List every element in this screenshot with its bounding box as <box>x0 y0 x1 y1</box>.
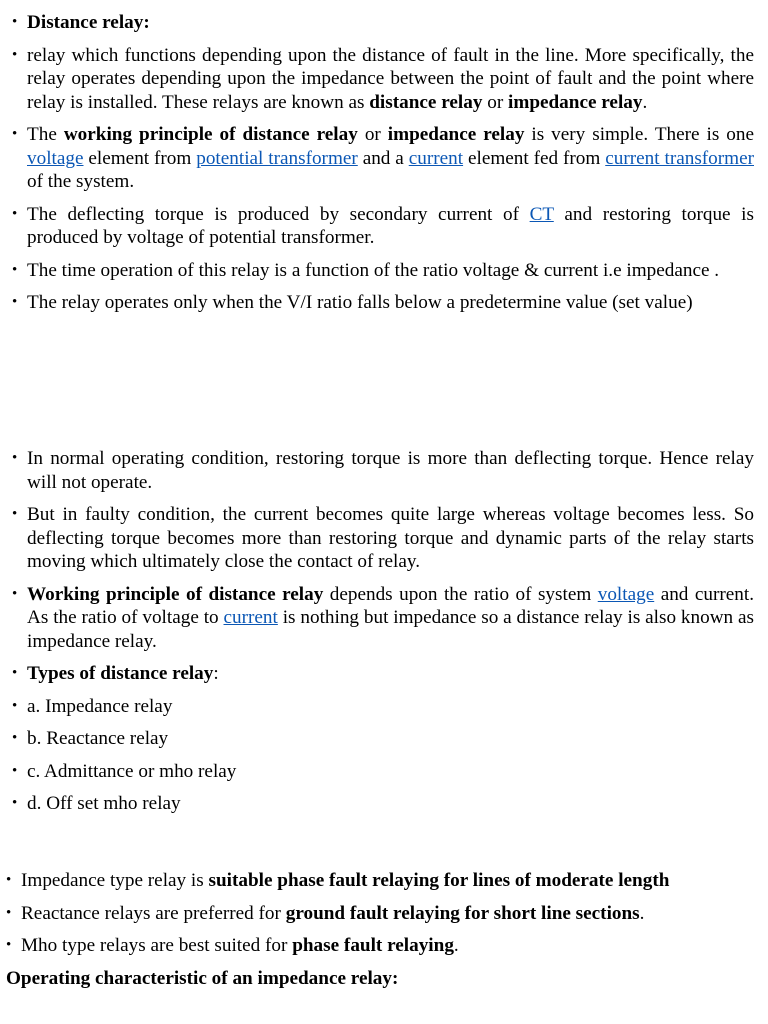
text-span: Reactance relays are preferred for <box>21 902 286 924</box>
bullet-item <box>0 934 768 958</box>
text-span: : <box>213 663 219 684</box>
bullet-text <box>27 504 754 572</box>
bullet-text <box>27 448 754 493</box>
bullet-dot: • <box>12 205 18 222</box>
text-span: is nothing but impedance so a distance relay is also known as impedance relay. <box>27 607 755 652</box>
text-span: . <box>642 91 648 113</box>
bullet-section-1 <box>0 11 768 315</box>
section-heading: Operating characteristic of an impedance relay: <box>6 967 399 989</box>
text-span: d. Off set mho relay <box>27 793 181 814</box>
bold-text: phase fault relaying <box>292 935 454 956</box>
text-span: b. Reactance relay <box>27 728 169 749</box>
text-span: is very simple. There is one <box>524 124 755 145</box>
text-span: Mho type relays are best suited for <box>21 935 293 956</box>
bullet-text <box>21 935 459 956</box>
text-span: . <box>639 902 645 924</box>
bullet-item <box>0 662 768 686</box>
bullet-text <box>27 663 219 684</box>
text-span: c. Admittance or mho relay <box>27 760 237 782</box>
bullet-item <box>0 203 768 250</box>
bullet-item <box>0 695 768 719</box>
bullet-text <box>21 870 669 891</box>
text-span: and a <box>357 147 409 169</box>
bullet-item <box>0 760 768 784</box>
bullet-section-3 <box>0 869 768 990</box>
text-span: and restoring torque is produced by voltage of potential transformer. <box>27 203 754 248</box>
text-span: The deflecting torque is produced by secondary current of <box>27 203 530 225</box>
bullet-dot: • <box>12 506 18 522</box>
text-span: But in faulty condition, the current becomes quite large whereas voltage becomes less. So deflecting torque becomes more than restoring torque and dynamic parts of the relay starts moving which ultimately close the contact of relay. <box>27 504 754 572</box>
bullet-text <box>27 204 754 249</box>
bullet-text <box>27 761 236 782</box>
bullet-text <box>27 292 693 313</box>
bullet-dot: • <box>12 585 18 602</box>
bullet-text <box>27 260 719 281</box>
bullet-text <box>27 584 754 652</box>
bullet-dot: • <box>12 665 18 681</box>
bold-text: suitable phase fault relaying for lines of moderate length <box>208 870 670 891</box>
hyperlink[interactable]: potential transformer <box>196 147 358 169</box>
bold-text: Working principle of distance relay <box>27 583 324 605</box>
text-span: element fed from <box>463 147 606 169</box>
hyperlink[interactable]: voltage <box>27 147 84 169</box>
bullet-dot: • <box>12 14 18 30</box>
bold-text: ground fault relaying for short line sections <box>285 902 640 924</box>
bold-text: impedance relay <box>508 91 643 113</box>
text-span: The <box>27 124 64 145</box>
text-span: relay which functions depending upon the distance of fault in the line. More specifically, the relay operates depending upon the impedance between the point of fault and the point where relay is installed. These relays are known as <box>27 44 754 113</box>
bullet-text <box>27 728 168 749</box>
bullet-item <box>0 259 768 283</box>
text-span: The relay operates only when the V/I ratio falls below a predetermine value (set value) <box>27 292 693 313</box>
bullet-dot: • <box>12 294 18 310</box>
bullet-dot: • <box>12 46 18 63</box>
bullet-item <box>0 291 768 315</box>
text-span: depends upon the ratio of system <box>323 583 598 605</box>
bullet-item <box>0 447 768 494</box>
bullet-item <box>0 583 768 654</box>
bullet-item <box>0 792 768 816</box>
text-span: Impedance type relay is <box>21 870 209 891</box>
bold-text: Types of distance relay <box>27 663 214 684</box>
bullet-dot: • <box>12 697 18 714</box>
bold-text: Distance relay: <box>27 12 150 33</box>
bullet-dot: • <box>6 937 12 953</box>
text-span: a. Impedance relay <box>27 695 173 717</box>
bullet-text <box>27 793 181 814</box>
hyperlink[interactable]: current transformer <box>605 147 754 169</box>
bullet-text <box>21 903 644 924</box>
bullet-dot: • <box>12 450 18 466</box>
bold-text: impedance relay <box>387 124 525 145</box>
bullet-dot: • <box>12 795 18 811</box>
text-span: and current. As the ratio of voltage to <box>27 583 754 628</box>
bullet-text <box>27 696 172 717</box>
bullet-dot: • <box>6 904 12 921</box>
text-span: The time operation of this relay is a function of the ratio voltage & current i.e impedance . <box>27 259 720 281</box>
bullet-item <box>0 902 768 926</box>
bullet-dot: • <box>12 126 18 142</box>
bullet-item <box>0 11 768 35</box>
bold-text: distance relay <box>369 91 483 113</box>
text-span: . <box>453 935 459 956</box>
text-span: or <box>482 91 508 113</box>
bullet-item <box>0 44 768 115</box>
bullet-item <box>0 727 768 751</box>
hyperlink[interactable]: voltage <box>597 583 655 605</box>
hyperlink[interactable]: current <box>223 607 278 628</box>
hyperlink[interactable]: current <box>408 147 464 169</box>
bold-text: working principle of distance relay <box>63 124 358 145</box>
bullet-text <box>27 124 754 192</box>
text-span: element from <box>83 147 197 169</box>
text-span: In normal operating condition, restoring torque is more than deflecting torque. Hence relay will not operate. <box>27 448 754 493</box>
text-span: of the system. <box>27 171 135 192</box>
bullet-text <box>27 12 150 33</box>
bullet-dot: • <box>12 730 18 746</box>
bullet-dot: • <box>6 872 12 888</box>
hyperlink[interactable]: CT <box>529 203 554 225</box>
bullet-dot: • <box>12 762 18 779</box>
bullet-item <box>0 503 768 574</box>
bullet-dot: • <box>12 261 18 278</box>
bullet-text <box>27 45 754 113</box>
bullet-item <box>0 123 768 194</box>
bullet-item <box>0 869 768 893</box>
bullet-section-2 <box>0 447 768 816</box>
text-span: or <box>357 124 388 145</box>
